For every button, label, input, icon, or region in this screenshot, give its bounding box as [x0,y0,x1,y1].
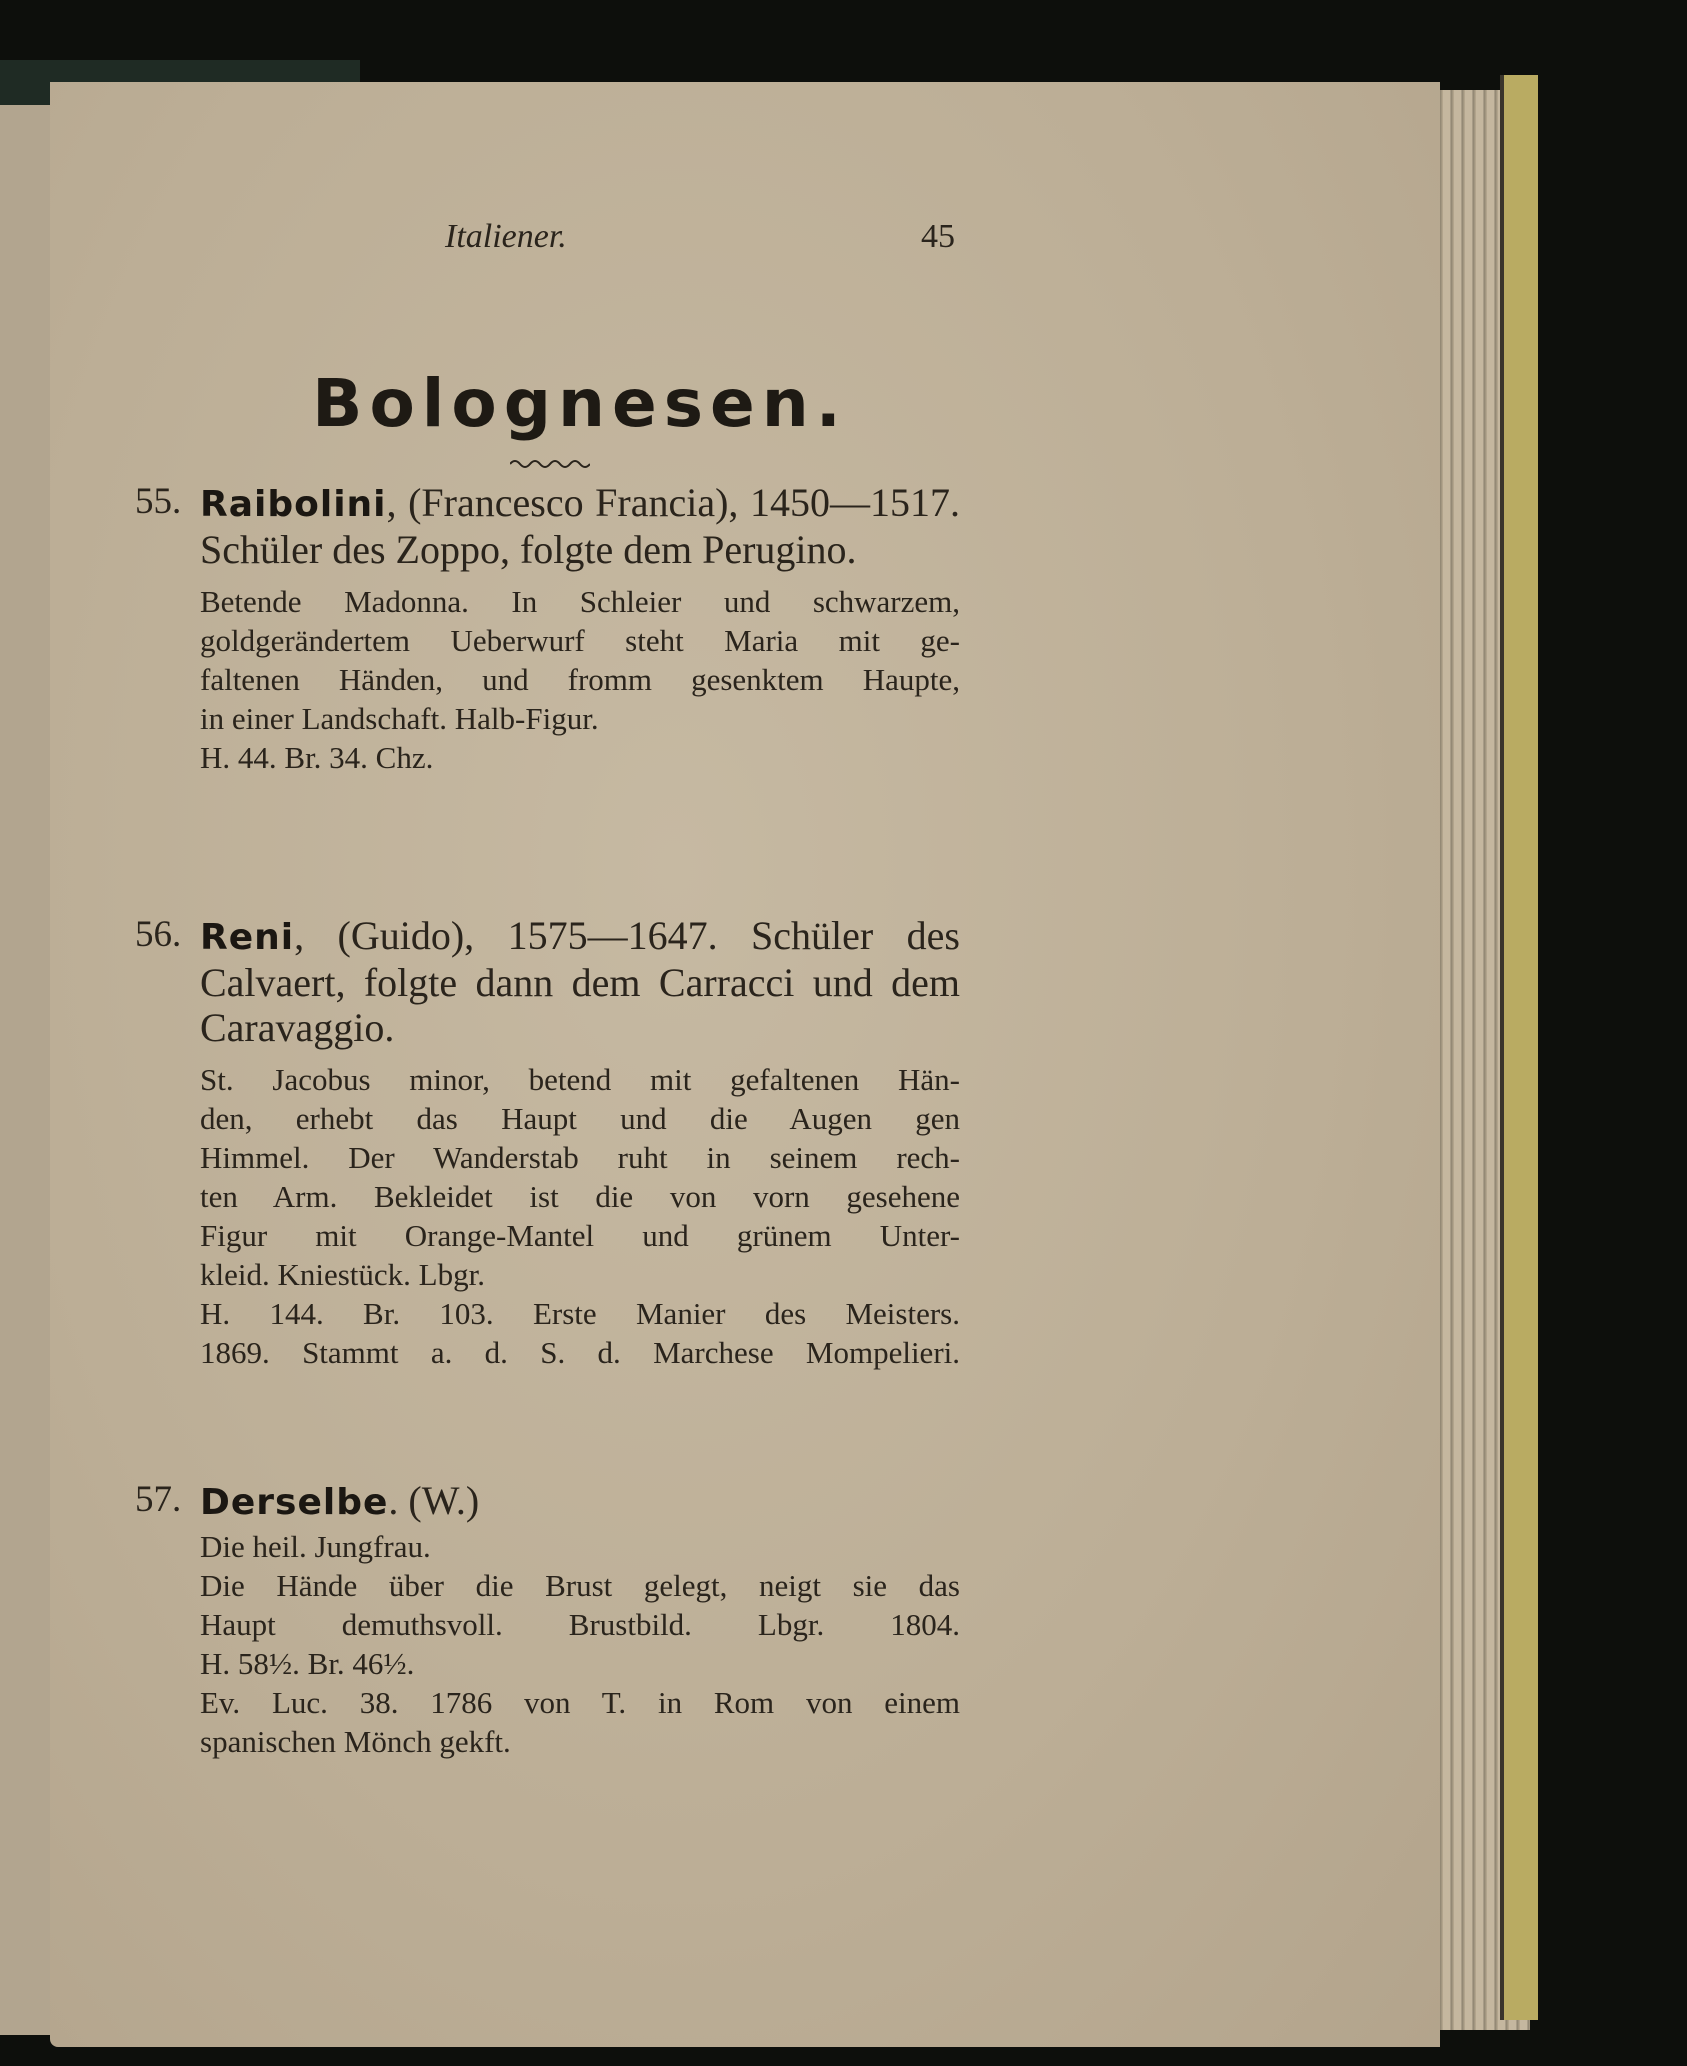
section-heading: Bolognesen. [312,365,848,442]
description-line: H. 144. Br. 103. Erste Manier des Meisters. [200,1296,960,1331]
catalog-entry-57 [135,1478,960,1761]
description-line: Haupt demuthsvoll. Brustbild. Lbgr. 1804. [200,1607,960,1642]
description-line: den, erhebt das Haupt und die Augen gen [200,1101,960,1136]
description-line: H. 58½. Br. 46½. [200,1646,415,1681]
description-line: Die Hände über die Brust gelegt, neigt sie das [200,1568,960,1603]
description-line: spanischen Mönch gekft. [200,1724,511,1759]
heading-ornament [510,458,590,470]
description-line: 1869. Stammt a. d. S. d. Marchese Mompelieri. [200,1335,960,1370]
book-cover-edge [1500,75,1538,2020]
entry-intro-text: , (Francesco Francia), 1450—1517. Schüler des Zoppo, folgte dem Perugino. [200,480,960,572]
description-line: in einer Landschaft. Halb-Figur. [200,701,599,736]
description-line: Figur mit Orange-Mantel und grünem Unter- [200,1218,960,1253]
entry-intro [200,1478,960,1525]
artist-name: Raibolini [200,484,387,525]
description-line: ten Arm. Bekleidet ist die von vorn gesehene [200,1179,960,1214]
description-line: faltenen Händen, und fromm gesenktem Haupte, [200,662,960,697]
catalog-entry-56 [135,913,960,1372]
description-line: Die heil. Jungfrau. [200,1529,431,1564]
catalog-entry-55 [135,480,960,777]
artist-name: Derselbe [200,1482,389,1523]
page-number: 45 [921,218,955,255]
entry-number: 56. [135,914,182,955]
description-line: goldgerändertem Ueberwurf steht Maria mit ge- [200,623,960,658]
entry-number: 57. [135,1479,182,1520]
running-head-section: Italiener. [445,218,567,255]
entry-intro-text: , (Guido), 1575—1647. Schüler des Calvaert, folgte dann dem Carracci und dem Caravaggio. [200,913,960,1050]
description-line: H. 44. Br. 34. Chz. [200,740,434,775]
description-line: Himmel. Der Wanderstab ruht in seinem rech- [200,1140,960,1175]
entry-description [200,582,960,777]
entry-number: 55. [135,481,182,522]
description-line: Ev. Luc. 38. 1786 von T. in Rom von einem [200,1685,960,1720]
entry-intro [200,480,960,572]
entry-intro [200,913,960,1050]
running-head [445,218,955,256]
description-line: kleid. Kniestück. Lbgr. [200,1257,485,1292]
entry-intro-text: . (W.) [388,1478,480,1523]
artist-name: Reni [200,917,295,958]
entry-description [200,1060,960,1372]
description-line: Betende Madonna. In Schleier und schwarzem, [200,584,960,619]
description-line: St. Jacobus minor, betend mit gefaltenen Hän- [200,1062,960,1097]
entry-description [200,1527,960,1761]
